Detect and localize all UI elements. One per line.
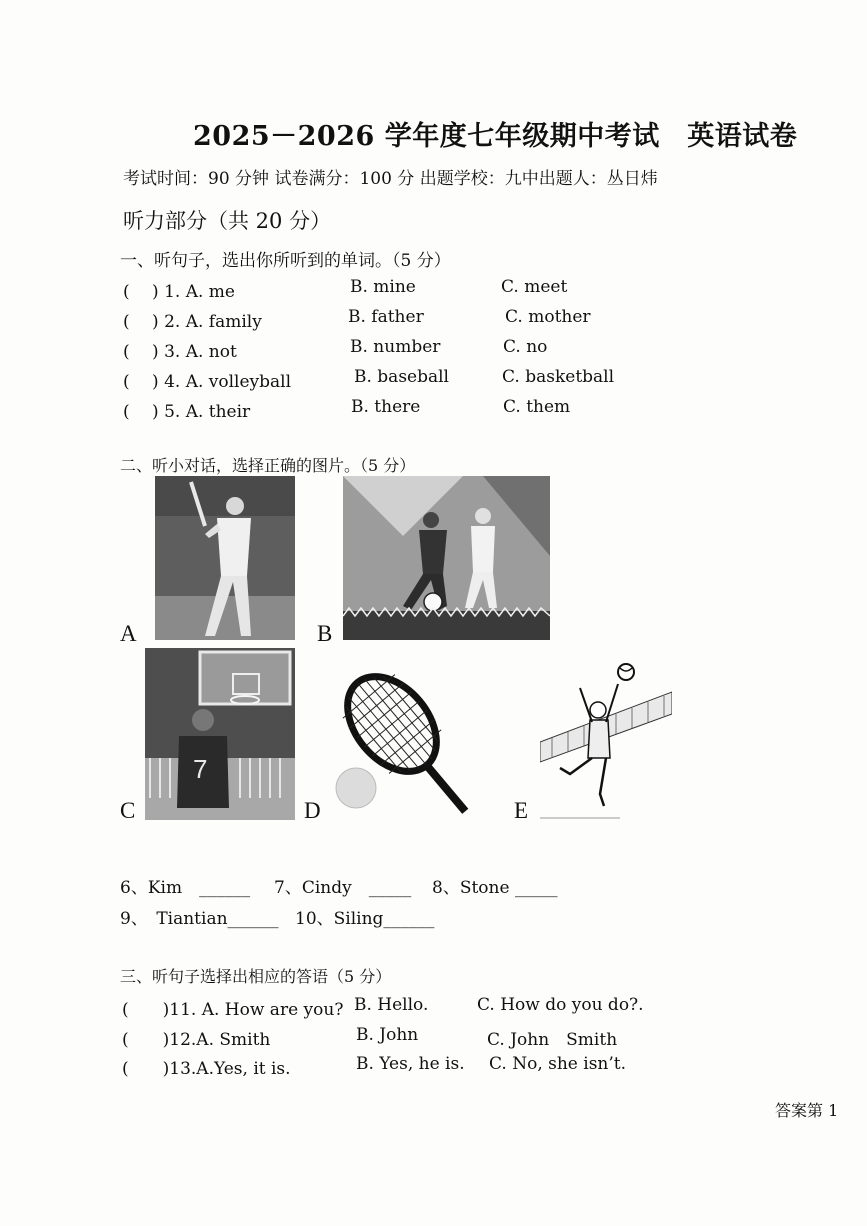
q6-kim: 6、Kim ______ xyxy=(120,878,251,898)
section1-heading: 一、听句子，选出你所听到的单词。（5 分） xyxy=(120,251,451,271)
picture-label-a: A xyxy=(120,621,137,646)
page-footer: 答案第 1 xyxy=(775,1101,839,1120)
q8-stone: 8、Stone _____ xyxy=(432,878,558,898)
q11-stem: ( )11. A. How are you? xyxy=(122,1000,344,1020)
q2-option-b: B. father xyxy=(348,307,424,327)
baseball-player-photo xyxy=(155,476,295,640)
tennis-racket-drawing xyxy=(330,668,490,820)
q5-option-b: B. there xyxy=(351,397,421,417)
picture-label-e: E xyxy=(514,798,529,823)
basketball-player-photo xyxy=(145,648,295,820)
q13-stem: ( )13.A.Yes, it is. xyxy=(122,1059,291,1079)
exam-info: 考试时间：90 分钟 试卷满分：100 分 出题学校：九中出题人：丛日炜 xyxy=(123,169,658,189)
q3-stem: ( ) 3. A. not xyxy=(123,342,237,362)
picture-label-b: B xyxy=(317,621,333,646)
q12-option-c: C. John Smith xyxy=(487,1030,618,1050)
q4-stem: ( ) 4. A. volleyball xyxy=(123,372,292,392)
exam-title: 2025－2026 学年度七年级期中考试 英语试卷 xyxy=(193,121,798,152)
q1-stem: ( ) 1. A. me xyxy=(123,282,235,302)
q13-option-b: B. Yes, he is. xyxy=(356,1054,465,1074)
q2-stem: ( ) 2. A. family xyxy=(123,312,262,332)
q11-option-c: C. How do you do?. xyxy=(477,995,644,1015)
q11-option-b: B. Hello. xyxy=(354,995,429,1015)
q13-option-c: C. No, she isn’t. xyxy=(489,1054,627,1074)
q5-option-c: C. them xyxy=(503,397,571,417)
section2-heading: 二、听小对话，选择正确的图片。（5 分） xyxy=(120,456,416,475)
q2-option-c: C. mother xyxy=(505,307,591,327)
q3-option-b: B. number xyxy=(350,337,441,357)
q7-cindy: 7、Cindy _____ xyxy=(274,878,412,898)
q4-option-c: C. basketball xyxy=(502,367,615,387)
volleyball-player-drawing xyxy=(540,658,672,820)
section3-heading: 三、听句子选择出相应的答语（5 分） xyxy=(120,967,392,986)
listening-part-title: 听力部分（共 20 分） xyxy=(123,209,332,233)
q12-option-b: B. John xyxy=(356,1025,419,1045)
q4-option-b: B. baseball xyxy=(354,367,449,387)
q12-stem: ( )12.A. Smith xyxy=(122,1030,271,1050)
svg-text:7: 7 xyxy=(193,754,208,784)
picture-label-c: C xyxy=(120,798,136,823)
soccer-players-photo xyxy=(343,476,550,640)
q3-option-c: C. no xyxy=(503,337,548,357)
q5-stem: ( ) 5. A. their xyxy=(123,402,251,422)
q1-option-b: B. mine xyxy=(350,277,416,297)
picture-label-d: D xyxy=(304,798,321,823)
q1-option-c: C. meet xyxy=(501,277,568,297)
q9-tiantian: 9、 Tiantian______ xyxy=(120,909,279,929)
q10-siling: 10、Siling______ xyxy=(295,909,435,929)
